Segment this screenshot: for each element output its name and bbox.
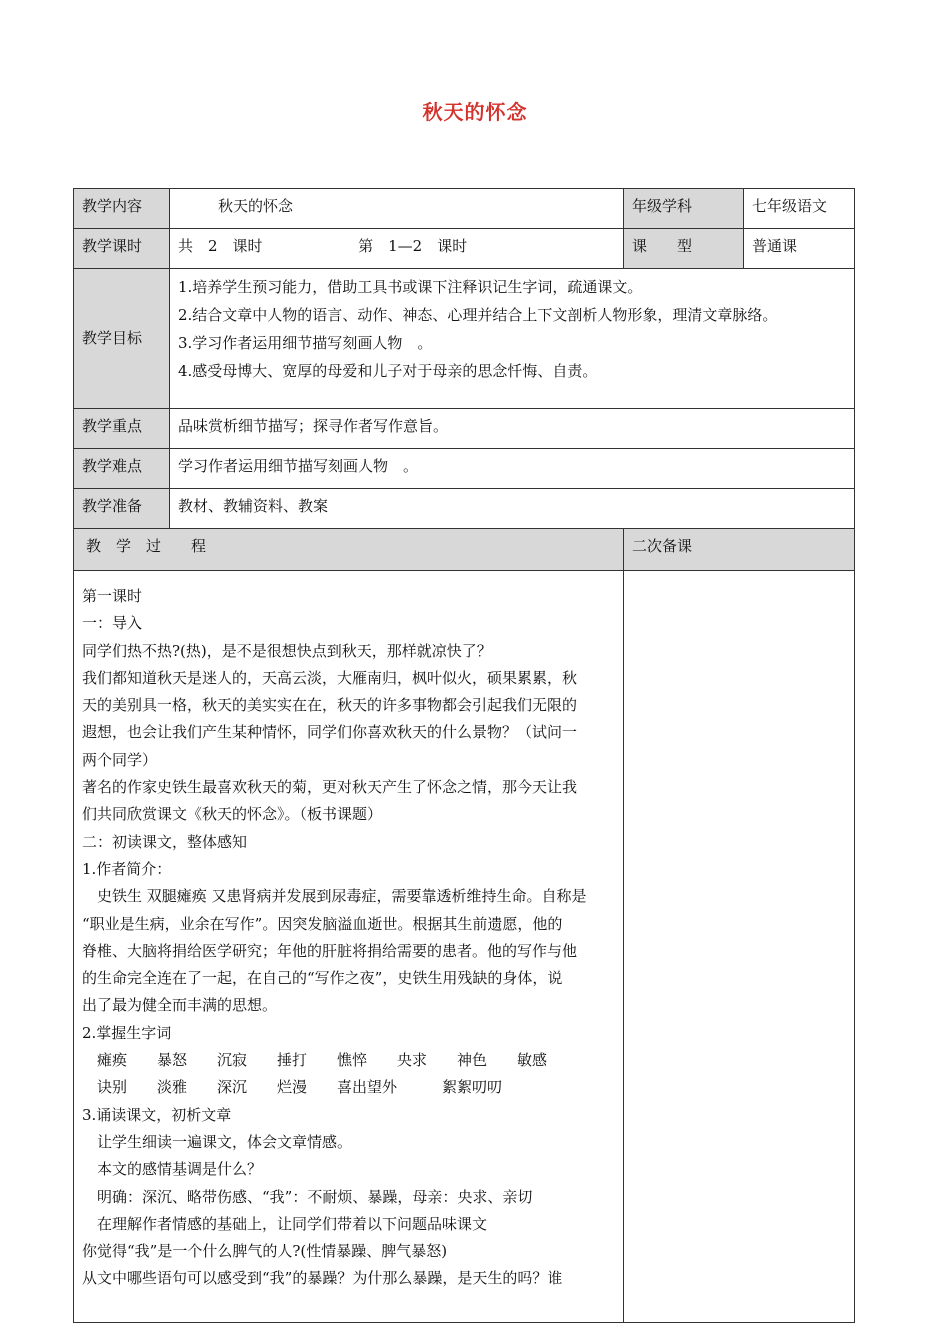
difficulty-label: 教学难点 [74,449,170,489]
key-label: 教学重点 [74,409,170,449]
process-line: 一：导入 [82,614,143,633]
lesson-plan-table [73,188,855,1323]
process-line: 二：初读课文，整体感知 [82,832,248,851]
process-line: 从文中哪些语句可以感受到“我”的暴躁？为什那么暴躁，是天生的吗？谁 [82,1269,563,1288]
content-value [170,189,624,229]
process-line: 脊椎、大脑将捐给医学研究；年他的肝脏将捐给需要的患者。他的写作与他 [82,941,578,960]
process-line: 遐想，也会让我们产生某种情怀，同学们你喜欢秋天的什么景物？（试问一 [82,723,578,742]
process-line: 让学生细读一遍课文，体会文章情感。 [82,1132,353,1151]
subject-label: 年级学科 [624,189,744,229]
prep-label: 教学准备 [74,489,170,529]
goals-label: 教学目标 [74,269,170,409]
key-value: 品味赏析细节描写；探寻作者写作意旨。 [170,409,855,449]
process-label [74,529,624,571]
process-line: 同学们热不热?(热)，是不是很想快点到秋天，那样就凉快了？ [82,641,492,660]
process-line: 本文的感情基调是什么？ [82,1160,263,1179]
goal-item: 4.感受母博大、宽厚的母爱和儿子对于母亲的思念忏悔、自责。 [178,362,598,380]
hours-current: 第 1—2 课时 [358,237,468,255]
second-prep-label: 二次备课 [624,529,855,571]
process-line: “职业是生病，业余在写作”。因突发脑溢血逝世。根据其生前遗愿，他的 [82,914,563,933]
process-line: 著名的作家史铁生最喜欢秋天的菊，更对秋天产生了怀念之情，那今天让我 [82,778,578,797]
content-value-text: 秋天的怀念 [218,197,294,215]
process-line: 们共同欣赏课文《秋天的怀念》。（板书课题） [82,805,383,824]
process-line: 3.诵读课文，初析文章 [82,1105,232,1124]
process-line: 瘫痪 暴怒 沉寂 捶打 憔悴 央求 神色 敏感 [82,1051,548,1070]
process-line: 的生命完全连在了一起，在自己的“写作之夜”，史铁生用残缺的身体，说 [82,969,563,988]
process-line: 我们都知道秋天是迷人的，天高云淡，大雁南归，枫叶似火，硕果累累，秋 [82,668,578,687]
goal-item: 3.学习作者运用细节描写刻画人物 。 [178,334,433,352]
goal-item: 1.培养学生预习能力，借助工具书或课下注释识记生字词，疏通课文。 [178,278,643,296]
process-line: 两个同学） [82,750,158,769]
process-line: 在理解作者情感的基础上，让同学们带着以下问题品味课文 [82,1214,488,1233]
process-content [74,571,624,1323]
second-prep-cell [624,571,855,1323]
goals-cell [170,269,855,409]
process-line: 2.掌握生字词 [82,1023,172,1042]
document-title: 秋天的怀念 [422,100,528,124]
process-line: 你觉得“我”是一个什么脾气的人?(性情暴躁、脾气暴怒) [82,1242,448,1261]
content-label: 教学内容 [74,189,170,229]
process-line: 第一课时 [82,587,143,605]
process-line: 天的美别具一格，秋天的美实实在在，秋天的许多事物都会引起我们无限的 [82,696,578,715]
difficulty-value: 学习作者运用细节描写刻画人物 。 [170,449,855,489]
process-line: 明确：深沉、略带伤感、“我”：不耐烦、暴躁，母亲：央求、亲切 [82,1187,533,1206]
subject-value: 七年级语文 [744,189,855,229]
process-label-text: 教 学 过 程 [86,537,207,555]
process-line: 诀别 淡雅 深沉 烂漫 喜出望外 絮絮叨叨 [82,1078,503,1097]
prep-value: 教材、教辅资料、教案 [170,489,855,529]
hours-label: 教学课时 [74,229,170,269]
type-label: 课 型 [624,229,744,269]
process-line: 出了最为健全而丰满的思想。 [82,996,278,1015]
hours-value [170,229,624,269]
process-line: 1.作者简介： [82,859,172,878]
type-value: 普通课 [744,229,855,269]
process-line: 史铁生 双腿瘫痪 又患肾病并发展到尿毒症，需要靠透析维持生命。自称是 [82,887,587,906]
hours-total: 共 2 课时 [178,237,263,255]
goal-item: 2.结合文章中人物的语言、动作、神态、心理并结合上下文剖析人物形象，理清文章脉络。 [178,306,778,324]
